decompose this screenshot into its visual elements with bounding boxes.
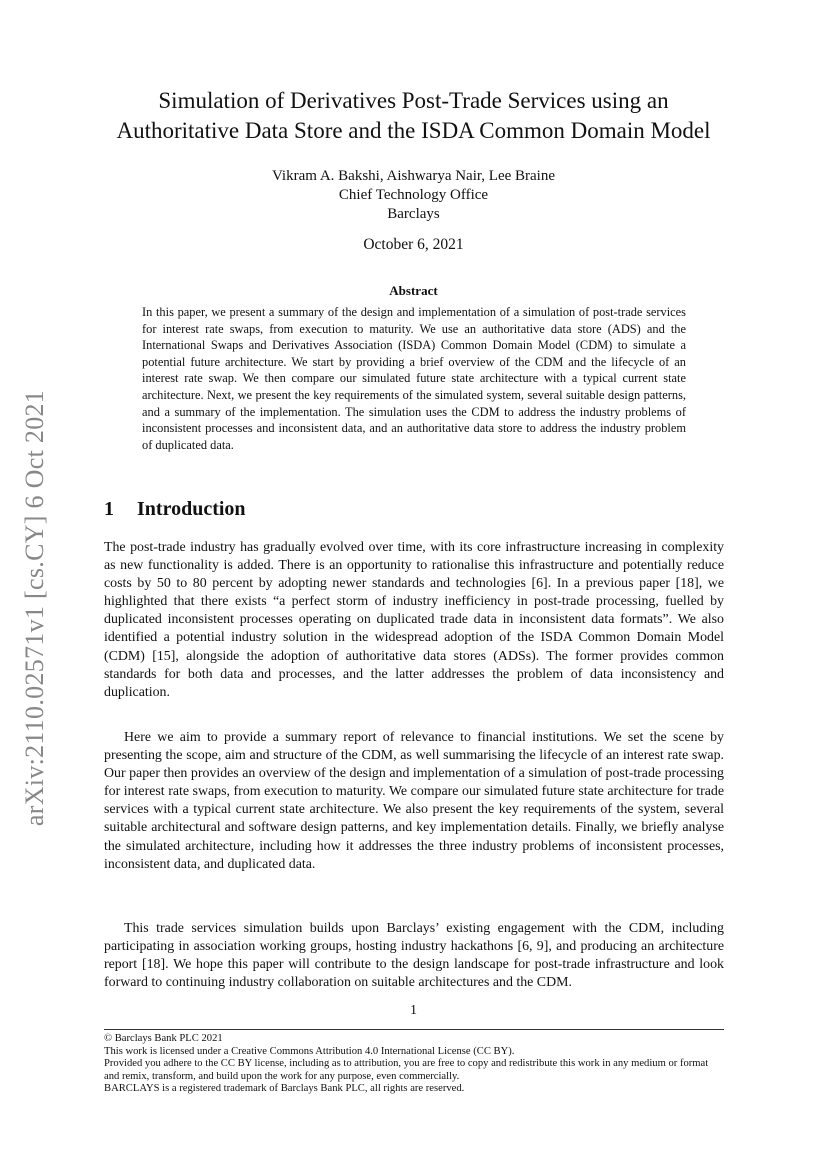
footnote-terms: Provided you adhere to the CC BY license, including as to attribution, you are free to copy and redistribute this work in any medium or format and remix, transform, and build upon the work for any purpose, even commercially. — [104, 1058, 709, 1082]
paper-title — [80, 86, 747, 146]
author-block — [80, 167, 747, 224]
page-number: 1 — [410, 1003, 417, 1018]
body-paragraph-3: This trade services simulation builds upon Barclays’ existing engagement with the CDM, including participating in association working groups, hosting industry hackathons [6, 9], and producing an architecture report [18]. We hope this paper will contribute to the design landscape for post-trade infrastructure and look forward to continuing industry collaboration on suitable architectures and the CDM. — [104, 921, 724, 991]
body-paragraph-1: The post-trade industry has gradually evolved over time, with its core infrastructure increasing in complexity as new functionality is added. There is an opportunity to rationalise this infrastructure and potentially reduce costs by 50 to 80 percent by adopting newer standards and technologies [6]. In a previous paper [18], we highlighted that there exists “a perfect storm of industry inefficiency in post-trade processing, fuelled by duplicated inconsistent processes operating on duplicated trade data in inconsistent data formats”. We also identified a potential industry solution in the widespread adoption of the ISDA Common Domain Model (CDM) [15], alongside the adoption of authoritative data stores (ADSs). The former provides common standards for both data and processes, and the latter addresses the problem of data inconsistency and duplication. — [104, 540, 724, 700]
arxiv-identifier — [10, 373, 60, 843]
arxiv-identifier-text: arXiv:2110.02571v1 [cs.CY] 6 Oct 2021 — [20, 389, 50, 827]
footnote-trademark: BARCLAYS is a registered trademark of Barclays Bank PLC, all rights are reserved. — [104, 1083, 465, 1095]
author-names: Vikram A. Bakshi, Aishwarya Nair, Lee Braine — [271, 168, 555, 184]
footnote-copyright: © Barclays Bank PLC 2021 — [104, 1033, 223, 1044]
section-heading-introduction — [104, 498, 246, 521]
section-number: 1 — [104, 498, 114, 520]
paper-title-line-2: Authoritative Data Store and the ISDA Common Domain Model — [116, 118, 711, 143]
abstract-text: In this paper, we present a summary of the design and implementation of a simulation of post-trade services for interest rate swaps, from execution to maturity. We use an authoritative data store (ADS) and the International Swaps and Derivatives Association (ISDA) Common Domain Model (CDM) to simulate a potential future architecture. We start by providing a brief overview of the CDM and the lifecycle of an interest rate swap. We then compare our simulated future state architecture with a typical current state architecture. Next, we present the key requirements of the simulated system, several suitable design patterns, and a summary of the implementation. The simulation uses the CDM to address the industry problems of inconsistent processes and inconsistent data, and an authoritative data store to address the industry problem of duplicated data. — [142, 305, 686, 452]
paper-title-line-1: Simulation of Derivatives Post-Trade Services using an — [158, 88, 669, 113]
publication-date: October 6, 2021 — [363, 236, 464, 253]
footnote-license: This work is licensed under a Creative Commons Attribution 4.0 International License (CC BY). — [104, 1045, 515, 1057]
body-paragraph-2: Here we aim to provide a summary report of relevance to financial institutions. We set the scene by presenting the scope, aim and structure of the CDM, as well summarising the lifecycle of an interest rate swap. Our paper then provides an overview of the design and implementation of a simulation of post-trade processing for interest rate swaps, from execution to maturity. We compare our simulated future state architecture for trade services with a typical current state architecture. We also present the key requirements of the system, several suitable architectural and software design patterns, and key implementation details. Finally, we briefly analyse the simulated architecture, including how it addresses the three industry problems of inconsistent processes, inconsistent data, and duplicated data. — [104, 730, 724, 872]
author-organization: Barclays — [387, 206, 440, 222]
copyright-footnote — [104, 1033, 724, 1096]
author-office: Chief Technology Office — [338, 187, 489, 203]
abstract-heading: Abstract — [389, 283, 438, 298]
footnote-divider — [104, 1029, 724, 1030]
section-title: Introduction — [137, 498, 246, 520]
